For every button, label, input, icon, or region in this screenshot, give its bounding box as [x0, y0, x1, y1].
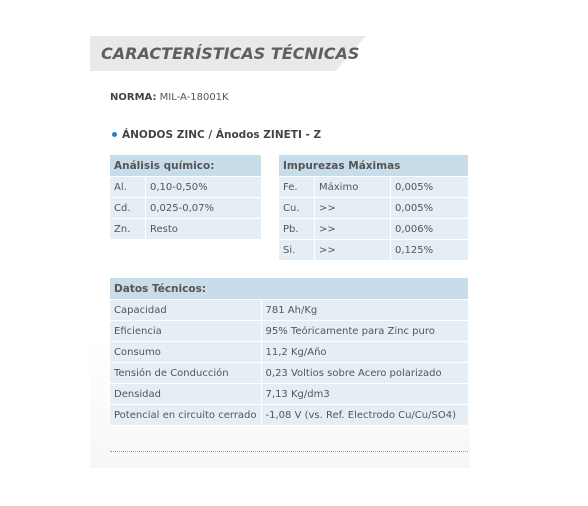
norma-value: MIL-A-18001K — [159, 92, 229, 103]
value-cell: 95% Teóricamente para Zinc puro — [261, 321, 468, 342]
qualifier-cell: Máximo — [315, 177, 391, 198]
bullet-icon — [112, 132, 117, 137]
element-cell: Pb. — [279, 219, 315, 240]
element-cell: Cu. — [279, 198, 315, 219]
product-name: ÁNODOS ZINC / Ánodos ZINETI - Z — [122, 129, 322, 141]
datos-header: Datos Técnicos: — [110, 278, 469, 300]
value-cell: 0,005% — [391, 177, 469, 198]
value-cell: 0,025-0,07% — [146, 198, 262, 219]
table-row — [110, 363, 469, 384]
element-cell: Cd. — [110, 198, 146, 219]
value-cell: 781 Ah/Kg — [261, 300, 468, 321]
value-cell: 0,005% — [391, 198, 469, 219]
norma-label: NORMA: — [110, 92, 157, 103]
product-heading — [112, 129, 321, 141]
value-cell: -1,08 V (vs. Ref. Electrodo Cu/Cu/SO4) — [261, 405, 468, 426]
table-row — [110, 321, 469, 342]
dotted-divider — [110, 451, 468, 452]
value-cell: 11,2 Kg/Año — [261, 342, 468, 363]
table-row — [279, 219, 469, 240]
property-cell: Eficiencia — [110, 321, 262, 342]
impurezas-table — [278, 154, 469, 261]
table-row — [279, 177, 469, 198]
table-row — [110, 384, 469, 405]
table-row — [110, 198, 262, 219]
value-cell: 0,125% — [391, 240, 469, 261]
datos-table — [109, 277, 469, 426]
analisis-table — [109, 154, 262, 240]
qualifier-cell: >> — [315, 240, 391, 261]
qualifier-cell: >> — [315, 198, 391, 219]
property-cell: Densidad — [110, 384, 262, 405]
table-row — [110, 177, 262, 198]
element-cell: Al. — [110, 177, 146, 198]
element-cell: Fe. — [279, 177, 315, 198]
table-row — [110, 342, 469, 363]
value-cell: Resto — [146, 219, 262, 240]
table-row — [279, 240, 469, 261]
norma-line — [110, 92, 229, 103]
page-title: CARACTERÍSTICAS TÉCNICAS — [101, 44, 360, 63]
property-cell: Consumo — [110, 342, 262, 363]
element-cell: Si. — [279, 240, 315, 261]
element-cell: Zn. — [110, 219, 146, 240]
impurezas-header: Impurezas Máximas — [279, 155, 469, 177]
property-cell: Potencial en circuito cerrado — [110, 405, 262, 426]
value-cell: 0,10-0,50% — [146, 177, 262, 198]
value-cell: 0,23 Voltios sobre Acero polarizado — [261, 363, 468, 384]
property-cell: Tensión de Conducción — [110, 363, 262, 384]
qualifier-cell: >> — [315, 219, 391, 240]
value-cell: 0,006% — [391, 219, 469, 240]
value-cell: 7,13 Kg/dm3 — [261, 384, 468, 405]
analisis-header: Análisis químico: — [110, 155, 262, 177]
property-cell: Capacidad — [110, 300, 262, 321]
table-row — [110, 405, 469, 426]
table-row — [110, 300, 469, 321]
table-row — [110, 219, 262, 240]
table-row — [279, 198, 469, 219]
